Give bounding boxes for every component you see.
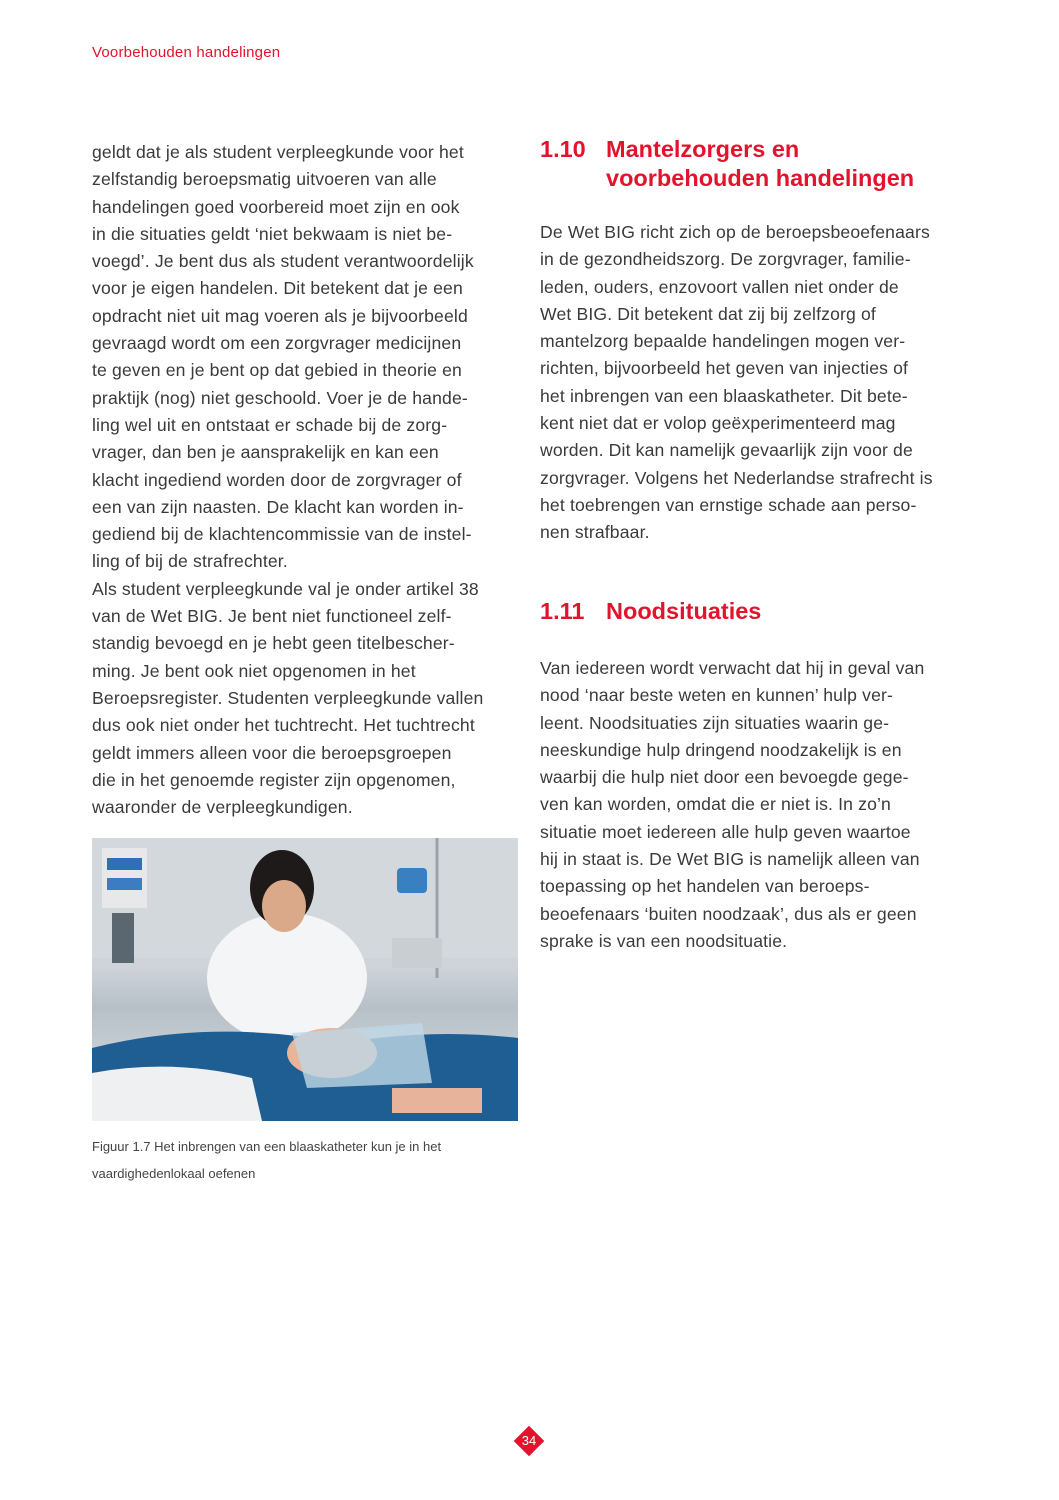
section-number: 1.11: [540, 598, 585, 624]
section-heading-1-11: [540, 597, 970, 627]
text-line: dus ook niet onder het tuchtrecht. Het tuchtrecht: [92, 715, 475, 736]
page-number: 34: [521, 1433, 537, 1448]
text-line: opdracht niet uit mag voeren als je bijvoorbeeld: [92, 305, 468, 326]
text-line: ling wel uit en ontstaat er schade bij de zorg-: [92, 414, 448, 435]
text-line: Als student verpleegkunde val je onder artikel 38: [92, 578, 479, 599]
running-header: Voorbehouden handelingen: [92, 44, 281, 61]
text-line: De Wet BIG richt zich op de beroepsbeoefenaars: [540, 222, 930, 242]
text-line: standig bevoegd en je hebt geen titelbescher-: [92, 633, 455, 654]
figure-photo: [92, 838, 518, 1121]
text-line: waaronder de verpleegkundigen.: [92, 797, 353, 818]
text-line: ling of bij de strafrechter.: [92, 551, 288, 572]
nurse-catheter-training-photo: [92, 838, 518, 1121]
text-line: mantelzorg bepaalde handelingen mogen ver-: [540, 331, 906, 352]
text-line: beoefenaars ‘buiten noodzaak’, dus als er geen: [540, 903, 917, 924]
text-line: situatie moet iedereen alle hulp geven waartoe: [540, 821, 911, 842]
text-line: Beroepsregister. Studenten verpleegkunde vallen: [92, 687, 484, 708]
section-heading-1-10: [540, 135, 970, 195]
text-line: geldt dat je als student verpleegkunde voor het: [92, 142, 464, 162]
text-line: gediend bij de klachtencommissie van de instel-: [92, 524, 472, 545]
text-line: Van iedereen wordt verwacht dat hij in geval van: [540, 658, 925, 678]
text-line: praktijk (nog) niet geschoold. Voer je de hande-: [92, 387, 468, 408]
text-line: het inbrengen van een blaaskatheter. Dit bete-: [540, 385, 908, 406]
text-line: vrager, dan ben je aansprakelijk en kan een: [92, 442, 439, 463]
text-line: in de gezondheidszorg. De zorgvrager, familie-: [540, 249, 911, 270]
text-line: gevraagd wordt om een zorgvrager medicijnen: [92, 333, 462, 354]
section-1-10-text: [540, 219, 970, 547]
section-number: 1.10: [540, 136, 586, 162]
text-line: in die situaties geldt ‘niet bekwaam is niet be-: [92, 223, 453, 244]
text-line: leent. Noodsituaties zijn situaties waarin ge-: [540, 712, 890, 733]
text-line: Wet BIG. Dit betekent dat zij bij zelfzorg of: [540, 303, 876, 324]
figure-caption: [92, 1133, 441, 1187]
text-line: vaardighedenlokaal oefenen: [92, 1166, 256, 1181]
text-line: handelingen goed voorbereid moet zijn en ook: [92, 196, 460, 217]
text-line: ming. Je bent ook niet opgenomen in het: [92, 660, 416, 681]
text-line: klacht ingediend worden door de zorgvrager of: [92, 469, 462, 490]
text-line: Figuur 1.7 Het inbrengen van een blaaskatheter kun je in het: [92, 1139, 442, 1154]
text-line: van de Wet BIG. Je bent niet functioneel zelf-: [92, 606, 452, 627]
text-line: die in het genoemde register zijn opgenomen,: [92, 769, 456, 790]
section-title-line-2: voorbehouden handelingen: [606, 165, 915, 191]
text-line: voegd’. Je bent dus als student verantwoordelijk: [92, 251, 474, 272]
text-line: zorgvrager. Volgens het Nederlandse strafrecht is: [540, 467, 933, 488]
text-line: worden. Dit kan namelijk gevaarlijk zijn voor de: [540, 440, 913, 461]
text-line: ven kan worden, omdat die er niet is. In zo’n: [540, 794, 891, 815]
text-line: waarbij die hulp niet door een bevoegde gege-: [540, 767, 909, 788]
page-number-badge: [514, 1426, 544, 1456]
text-line: te geven en je bent op dat gebied in theorie en: [92, 360, 462, 381]
text-line: zelfstandig beroepsmatig uitvoeren van alle: [92, 169, 437, 190]
text-line: toepassing op het handelen van beroeps-: [540, 876, 870, 897]
text-line: nen strafbaar.: [540, 522, 650, 543]
section-title-line-1: Mantelzorgers en: [606, 136, 800, 162]
text-line: geldt immers alleen voor die beroepsgroepen: [92, 742, 452, 763]
text-line: voor je eigen handelen. Dit betekent dat je een: [92, 278, 463, 299]
text-line: kent niet dat er volop geëxperimenteerd mag: [540, 413, 896, 434]
text-line: het toebrengen van ernstige schade aan perso-: [540, 494, 917, 515]
text-line: hij in staat is. De Wet BIG is namelijk alleen van: [540, 849, 920, 870]
section-title: Noodsituaties: [606, 598, 762, 624]
section-1-11-text: [540, 655, 970, 955]
text-line: richten, bijvoorbeeld het geven van injecties of: [540, 358, 909, 379]
text-line: leden, ouders, enzovoort vallen niet onder de: [540, 276, 899, 297]
text-line: neeskundige hulp dringend noodzakelijk is en: [540, 739, 902, 760]
text-line: sprake is van een noodsituatie.: [540, 930, 788, 951]
text-line: nood ‘naar beste weten en kunnen’ hulp ver-: [540, 685, 894, 706]
left-column-text: [92, 139, 522, 821]
text-line: een van zijn naasten. De klacht kan worden in-: [92, 496, 464, 517]
